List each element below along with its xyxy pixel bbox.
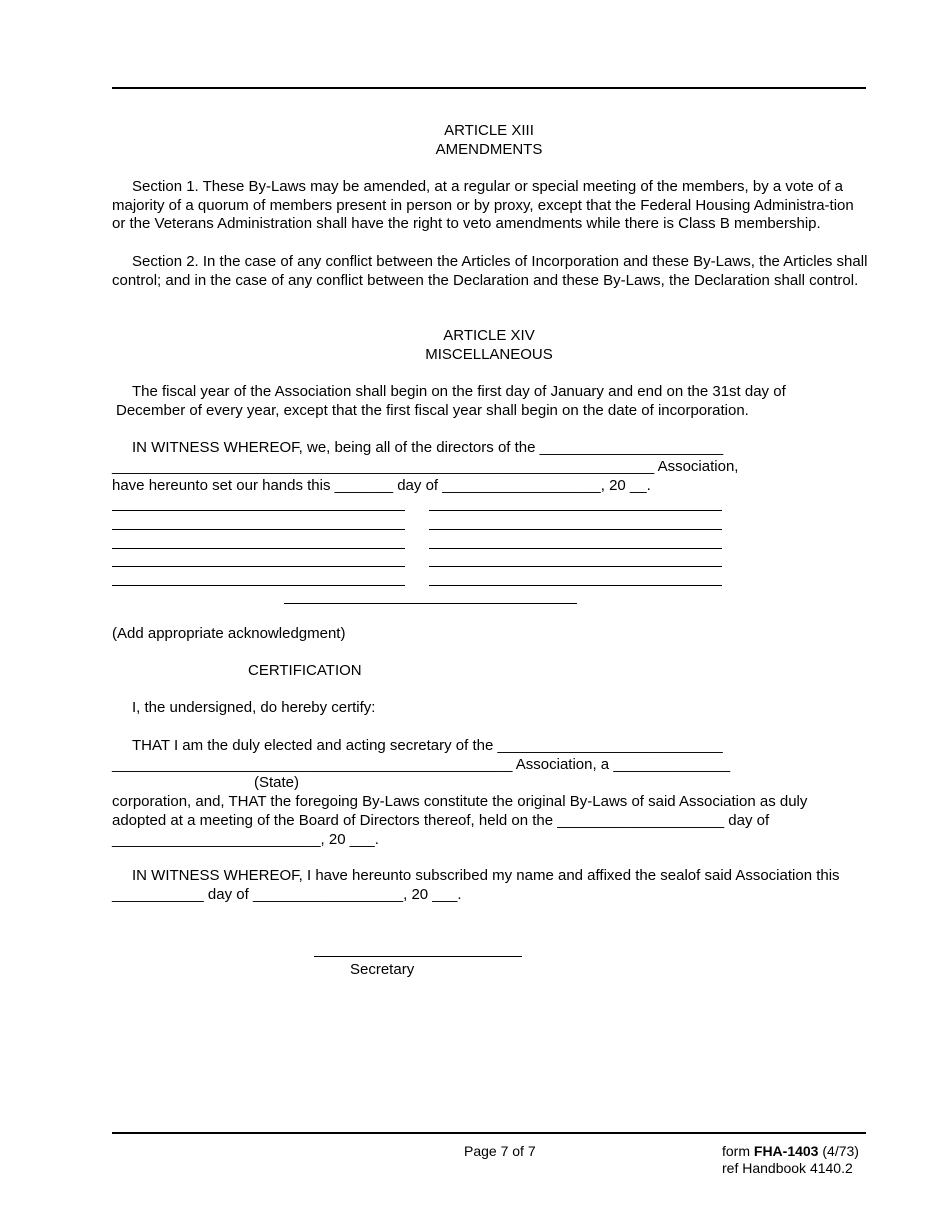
director-signature-line[interactable] bbox=[429, 548, 722, 549]
director-signature-line[interactable] bbox=[429, 510, 722, 511]
directors-witness-line-2: _________________________________________________________________ Association, bbox=[112, 458, 739, 475]
secretary-signature-line[interactable] bbox=[314, 956, 522, 957]
article-13-number: ARTICLE XIII bbox=[444, 122, 534, 139]
page-number: Page 7 of 7 bbox=[464, 1143, 536, 1159]
director-signature-line[interactable] bbox=[112, 529, 405, 530]
article-13-section-1: Section 1. These By-Laws may be amended, at a regular or special meeting of the members, by a vote of a majority of a quorum of members present in person or by proxy, except that the Federal Housing Administra-tion or the Veterans Administration shall have the right to veto amendments while there is Class B membership. bbox=[112, 178, 854, 233]
form-date: (4/73) bbox=[822, 1143, 859, 1159]
certification-witness-line-1: IN WITNESS WHEREOF, I have hereunto subscribed my name and affixed the sealof said Association this bbox=[132, 867, 840, 884]
secretary-label: Secretary bbox=[350, 961, 415, 978]
form-prefix: form bbox=[722, 1143, 750, 1159]
certification-witness-line-2: ___________ day of __________________, 20 ___. bbox=[112, 886, 462, 903]
certification-heading: CERTIFICATION bbox=[248, 662, 362, 679]
fiscal-year-line-1: The fiscal year of the Association shall begin on the first day of January and end on the 31st day of bbox=[132, 383, 786, 400]
state-label: (State) bbox=[254, 774, 300, 791]
director-signature-line[interactable] bbox=[112, 548, 405, 549]
article-13-section-2: Section 2. In the case of any conflict between the Articles of Incorporation and these By-Laws, the Articles shall control; and in the case of any conflict between the Declaration and these By-Laws, the Declaration shall control. bbox=[112, 253, 868, 289]
fiscal-year-line-2: December of every year, except that the first fiscal year shall begin on the date of incorporation. bbox=[116, 402, 749, 419]
article-13-title: AMENDMENTS bbox=[435, 141, 543, 158]
form-id: FHA-1403 bbox=[753, 1143, 819, 1159]
acknowledgment-note: (Add appropriate acknowledgment) bbox=[112, 625, 346, 642]
directors-witness-line-3: have hereunto set our hands this _______ day of ___________________, 20 __. bbox=[112, 477, 651, 494]
article-14-title: MISCELLANEOUS bbox=[425, 346, 553, 363]
certification-that-line-4: adopted at a meeting of the Board of Directors thereof, held on the ____________________ day of bbox=[112, 812, 770, 829]
certification-that-line-1: THAT I am the duly elected and acting secretary of the ___________________________ bbox=[132, 737, 723, 754]
director-signature-line[interactable] bbox=[429, 566, 722, 567]
director-signature-line[interactable] bbox=[112, 510, 405, 511]
top-rule bbox=[112, 87, 866, 89]
bottom-rule bbox=[112, 1132, 866, 1134]
certification-that-line-3: corporation, and, THAT the foregoing By-Laws constitute the original By-Laws of said Association as duly bbox=[112, 793, 808, 810]
certification-intro: I, the undersigned, do hereby certify: bbox=[132, 699, 376, 716]
director-signature-line[interactable] bbox=[429, 529, 722, 530]
form-number bbox=[722, 1143, 859, 1160]
handbook-reference: ref Handbook 4140.2 bbox=[722, 1160, 853, 1176]
directors-witness-line-1: IN WITNESS WHEREOF, we, being all of the directors of the ______________________ bbox=[132, 439, 724, 456]
director-signature-line[interactable] bbox=[284, 603, 577, 604]
article-14-number: ARTICLE XIV bbox=[443, 327, 535, 344]
certification-that-line-2: ________________________________________________ Association, a ______________ bbox=[112, 756, 731, 773]
certification-that-line-5: _________________________, 20 ___. bbox=[112, 831, 379, 848]
director-signature-line[interactable] bbox=[112, 585, 405, 586]
director-signature-line[interactable] bbox=[429, 585, 722, 586]
director-signature-line[interactable] bbox=[112, 566, 405, 567]
